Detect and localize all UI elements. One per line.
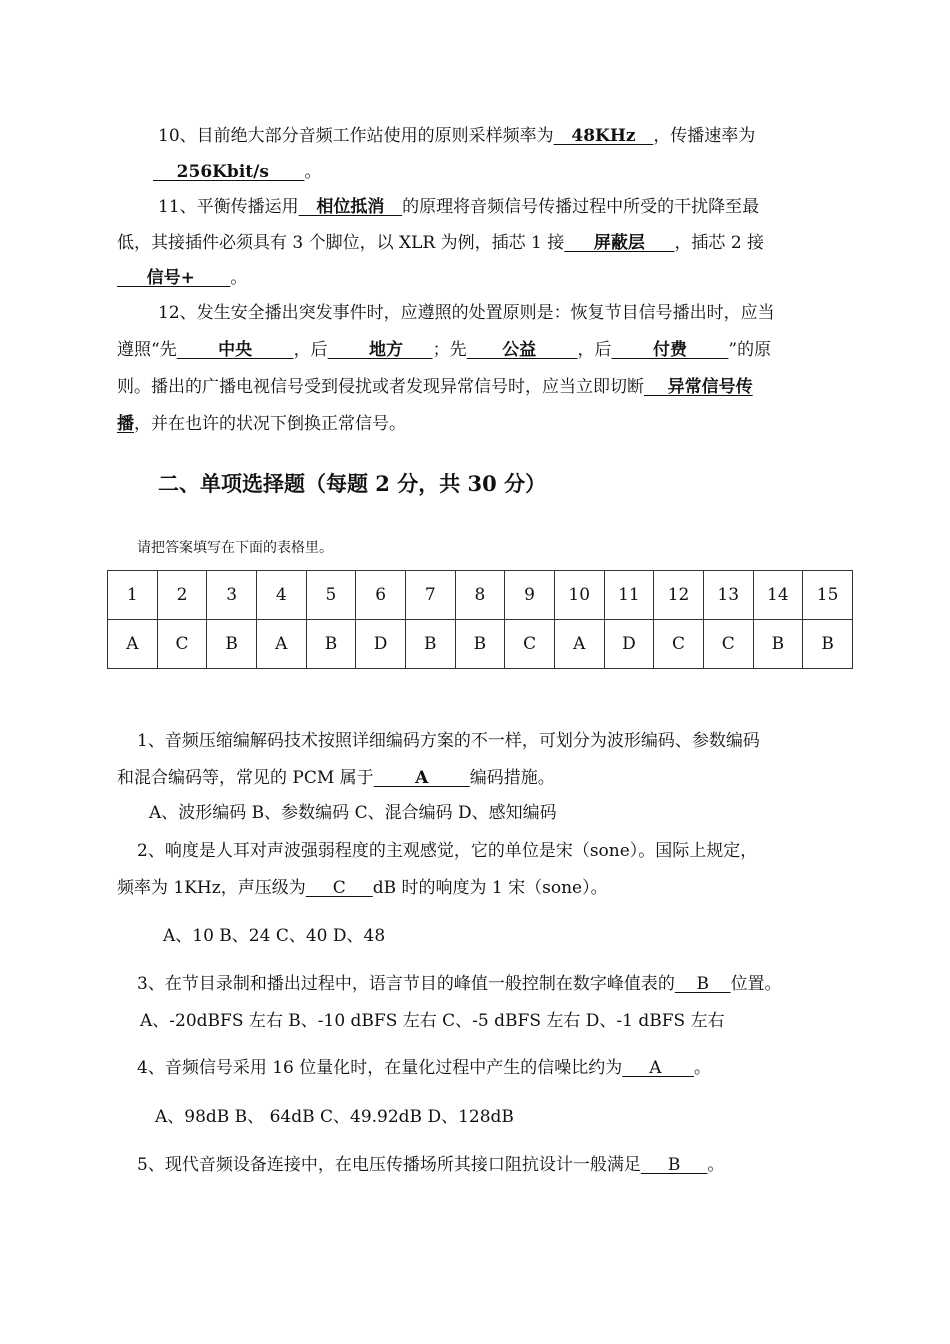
q3-options: A、-20dBFS 左右 B、-10 dBFS 左右 C、-5 dBFS 左右 D、-1 dBFS 左右: [140, 1011, 725, 1031]
q10-answer-2: 256Kbit/s: [153, 162, 305, 182]
table-cell-answer: B: [455, 620, 505, 669]
table-cell-answer: C: [157, 620, 207, 669]
table-cell-answer: B: [306, 620, 356, 669]
q11-line3: 信号+ 。: [117, 268, 248, 288]
q1-line1: 1、音频压缩编解码技术按照详细编码方案的不一样，可划分为波形编码、参数编码: [137, 731, 760, 751]
table-cell-answer: B: [803, 620, 853, 669]
table-cell-answer: C: [505, 620, 555, 669]
q11-answer-3: 信号+: [117, 268, 231, 288]
q12-line2: 遵照“先 中央 ，后 地方 ；先 公益 ，后 付费 ”的原: [117, 340, 772, 360]
table-cell-answer: C: [654, 620, 704, 669]
answer-table-answer-row: [108, 620, 853, 669]
q10-line1: 10、目前绝大部分音频工作站使用的原则采样频率为 48KHz ，传播速率为: [158, 126, 756, 146]
q12-line3: 则。播出的广播电视信号受到侵扰或者发现异常信号时，应当立即切断 异常信号传: [117, 377, 753, 397]
table-cell-answer: D: [604, 620, 654, 669]
q4-line1: 4、音频信号采用 16 位量化时，在量化过程中产生的信噪比约为 A 。: [137, 1058, 711, 1078]
table-cell-answer: C: [703, 620, 753, 669]
q12-answer-3: 公益: [466, 340, 578, 360]
answer-table: [107, 570, 853, 669]
table-cell-answer: D: [356, 620, 406, 669]
table-cell-number: 12: [654, 571, 704, 620]
q12-answer-2: 地方: [327, 340, 433, 360]
table-cell-answer: B: [405, 620, 455, 669]
q5-line1: 5、现代音频设备连接中，在电压传播场所其接口阻抗设计一般满足 B 。: [137, 1155, 725, 1175]
table-cell-number: 1: [108, 571, 158, 620]
table-cell-number: 10: [554, 571, 604, 620]
q3-answer: B: [674, 974, 731, 994]
q12-answer-1: 中央: [176, 340, 294, 360]
table-cell-answer: A: [554, 620, 604, 669]
q5-answer: B: [640, 1155, 708, 1175]
q3-line1: 3、在节目录制和播出过程中，语言节目的峰值一般控制在数字峰值表的 B 位置。: [137, 974, 782, 994]
table-cell-number: 6: [356, 571, 406, 620]
table-cell-answer: A: [256, 620, 306, 669]
q12-line1: 12、发生安全播出突发事件时，应遵照的处置原则是：恢复节目信号播出时，应当: [158, 303, 775, 323]
table-cell-number: 13: [703, 571, 753, 620]
q1-options: A、波形编码 B、参数编码 C、混合编码 D、感知编码: [149, 803, 557, 823]
q10-line2: 256Kbit/s 。: [153, 162, 322, 182]
answer-table-note: 请把答案填写在下面的表格里。: [137, 540, 333, 556]
table-cell-number: 7: [405, 571, 455, 620]
q2-answer: C: [305, 878, 373, 898]
q11-answer-2: 屏蔽层: [564, 233, 675, 253]
q1-line2: 和混合编码等，常见的 PCM 属于 A 编码措施。: [117, 768, 555, 788]
table-cell-number: 9: [505, 571, 555, 620]
q2-line2: 频率为 1KHz，声压级为 C dB 时的响度为 1 宋（sone）。: [117, 878, 608, 898]
q1-answer: A: [373, 768, 470, 788]
q2-options: A、10 B、24 C、40 D、48: [163, 926, 386, 946]
table-cell-number: 2: [157, 571, 207, 620]
table-cell-answer: B: [753, 620, 803, 669]
q11-answer-1: 相位抵消: [298, 197, 403, 217]
q11-line2: 低，其接插件必须具有 3 个脚位，以 XLR 为例，插芯 1 接 屏蔽层 ，插芯 2 接: [117, 233, 765, 253]
section-title: 二、单项选择题（每题 2 分，共 30 分）: [158, 471, 547, 496]
q12-answer-4: 付费: [611, 340, 729, 360]
q12-answer-5: 异常信号传: [644, 377, 753, 397]
q12-line4: 播，并在也许的状况下倒换正常信号。: [117, 414, 406, 434]
table-cell-number: 8: [455, 571, 505, 620]
q4-options: A、98dB B、 64dB C、49.92dB D、128dB: [155, 1107, 514, 1127]
table-cell-number: 4: [256, 571, 306, 620]
table-cell-number: 14: [753, 571, 803, 620]
q12-answer-5-cont: 播: [117, 414, 134, 434]
table-cell-answer: A: [108, 620, 158, 669]
table-cell-number: 5: [306, 571, 356, 620]
answer-table-number-row: [108, 571, 853, 620]
table-cell-number: 3: [207, 571, 257, 620]
table-cell-number: 11: [604, 571, 654, 620]
q10-answer-1: 48KHz: [553, 126, 654, 146]
q11-line1: 11、平衡传播运用 相位抵消 的原理将音频信号传播过程中所受的干扰降至最: [158, 197, 760, 217]
table-cell-number: 15: [803, 571, 853, 620]
table-cell-answer: B: [207, 620, 257, 669]
q4-answer: A: [622, 1058, 694, 1078]
q2-line1: 2、响度是人耳对声波强弱程度的主观感觉，它的单位是宋（sone）。国际上规定，: [137, 841, 758, 861]
